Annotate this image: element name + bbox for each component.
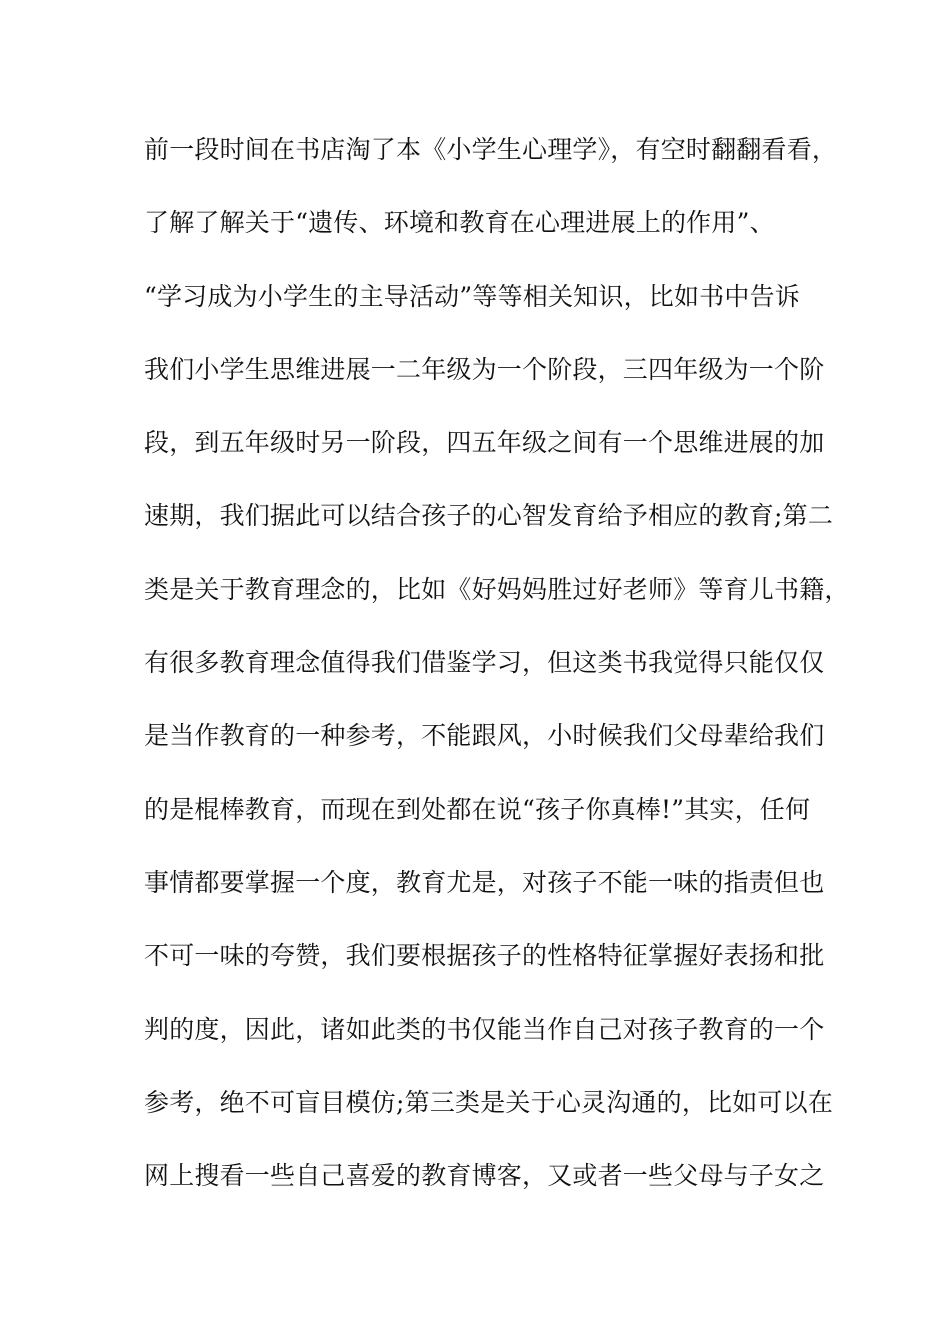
text-line: 速期，我们据此可以结合孩子的心智发育给予相应的教育;第二 [144, 501, 834, 531]
text-line: 了解了解关于“遗传、环境和教育在心理进展上的作用”、 [144, 208, 775, 238]
text-line: 事情都要掌握一个度，教育尤是，对孩子不能一味的指责但也 [144, 867, 825, 897]
text-line: 前一段时间在书店淘了本《小学生心理学》，有空时翻翻看看， [144, 135, 838, 164]
text-line: 的是棍棒教育，而现在到处都在说“孩子你真棒!”其实，任何 [144, 794, 811, 824]
text-line: 段，到五年级时另一阶段，四五年级之间有一个思维进展的加 [144, 428, 825, 458]
text-line: 是当作教育的一种参考，不能跟风，小时候我们父母辈给我们 [144, 721, 825, 751]
text-line: 网上搜看一些自己喜爱的教育博客，又或者一些父母与子女之 [144, 1161, 825, 1191]
text-line: “学习成为小学生的主导活动”等等相关知识，比如书中告诉 [144, 281, 800, 311]
text-line: 我们小学生思维进展一二年级为一个阶段，三四年级为一个阶 [144, 354, 825, 384]
text-line: 类是关于教育理念的，比如《好妈妈胜过好老师》等育儿书籍， [144, 574, 850, 604]
text-line: 参考，绝不可盲目模仿;第三类是关于心灵沟通的，比如可以在 [144, 1087, 834, 1117]
body-text [144, 130, 850, 1229]
text-line: 判的度，因此，诸如此类的书仅能当作自己对孩子教育的一个 [144, 1014, 825, 1044]
text-line: 不可一味的夸赞，我们要根据孩子的性格特征掌握好表扬和批 [144, 941, 825, 971]
text-line: 有很多教育理念值得我们借鉴学习，但这类书我觉得只能仅仅 [144, 648, 825, 678]
